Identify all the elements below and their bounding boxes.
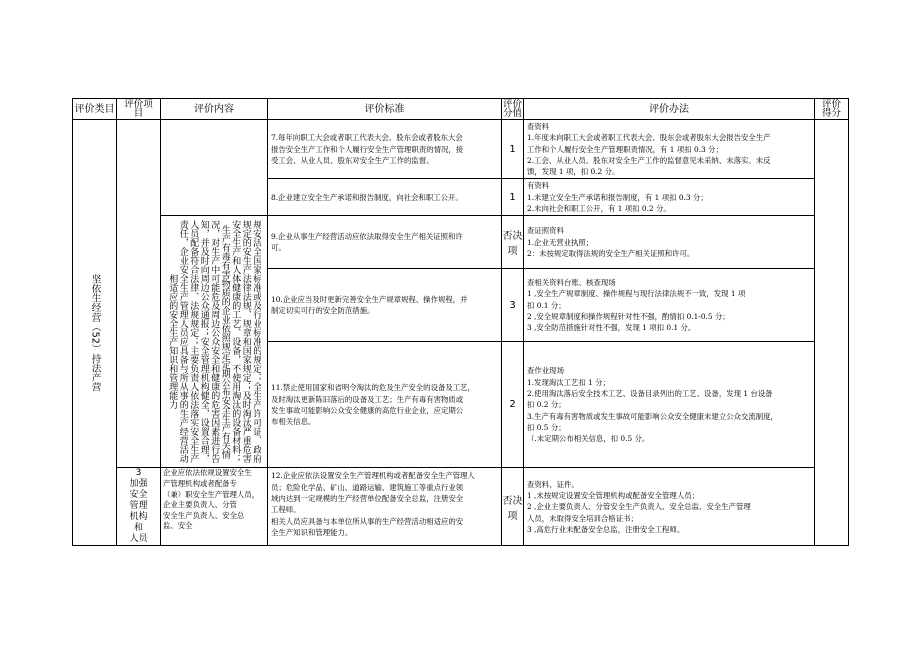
method-line: 1.年度未向职工大会或者职工代表大会、股东会或者股东大会报告安全生产 bbox=[527, 133, 771, 143]
score-cell: 否决项 bbox=[502, 216, 524, 269]
header-score: 评价分值 bbox=[502, 98, 522, 119]
evaluation-table bbox=[72, 98, 849, 546]
method-line: 3 ,高危行业未配备安全总监，注册安全工程师。 bbox=[527, 524, 685, 534]
method-cell bbox=[524, 269, 815, 342]
standard-line: 报告安全生产工作和个人履行安全生产管理职责的情况，接 bbox=[271, 144, 464, 154]
standard-line: 8.企业建立安全生产承诺和报告制度，向社会和职工公开。 bbox=[271, 192, 463, 202]
method-line: 工作和个人履行安全生产管理职责情况，有 1 项扣 0.3 分； bbox=[527, 144, 723, 154]
category-cell bbox=[73, 120, 117, 546]
method-cell bbox=[524, 216, 815, 269]
method-line: 人员，未取得安全培训合格证书； bbox=[527, 513, 638, 523]
standard-cell bbox=[268, 468, 502, 546]
method-line: 扣 0.5 分； bbox=[527, 422, 566, 432]
method-line: 馈，发现 1 项，扣 0.2 分。 bbox=[527, 167, 620, 177]
method-cell bbox=[524, 342, 815, 468]
header-category: 评价类目 bbox=[73, 99, 117, 120]
standard-cell bbox=[268, 179, 502, 216]
method-line: 1.企业无营业执照； bbox=[527, 237, 594, 247]
table-row bbox=[73, 120, 849, 179]
score-cell: 否决项 bbox=[502, 468, 524, 546]
standard-line: 12.企业应依法设置安全生产管理机构或者配备安全生产管理人 bbox=[271, 471, 475, 481]
standard-line: 域内达到一定规模的生产经营单位配备安全总监，注册安全 bbox=[271, 493, 464, 503]
method-line: 1 ,未按规定设置安全管理机构或配备安全管理人员； bbox=[527, 490, 699, 500]
standard-line: 及时淘汰更新陈旧落后的设备及工艺；生产有毒有害物质或 bbox=[271, 394, 464, 404]
header-content: 评价内容 bbox=[161, 99, 268, 120]
standard-line: 员；危险化学品、矿山、道路运输、建筑施工等重点行业领 bbox=[271, 482, 464, 492]
standard-cell bbox=[268, 216, 502, 269]
method-line: 2：未按规定取得法规的安全生产相关证照和许可。 bbox=[527, 249, 695, 259]
standard-line: 受工会、从业人员、股东对安全生产工作的监督。 bbox=[271, 155, 434, 165]
content-vertical-text: 规安活全国家标准或及行业标准的规定；全生产许可证、政府规定的安生产法律法规、规章和国家规定；及时淘汰严重危害安全生产和人体健康的工艺、设备，不使用淘汰的设备材料；生产有毒有害物质的企业依照规定定期公布安全生产有关情况，对生产中可能危及周边公众安全和健康的危害因素进行告知，并及时向周边公众通报；安全管理机构健全，设置合理，人员配备符合法律、法规规定；主要负责人依法落实安全生产责任，企业安全生产管理人员应具备与所从事的生产经营活动相适应的安全生产知识和管理能力 bbox=[167, 220, 262, 464]
standard-cell bbox=[268, 269, 502, 342]
item-line: 人员 bbox=[129, 534, 148, 545]
header-item: 评价项目 bbox=[117, 99, 161, 120]
header-standard: 评价标准 bbox=[268, 99, 502, 120]
item-line: 和 bbox=[133, 523, 143, 534]
method-line: 查资料、证件。 bbox=[527, 479, 579, 489]
item-line: 管理 bbox=[129, 501, 148, 512]
result-cell bbox=[815, 120, 849, 546]
method-line: 查资料 bbox=[527, 122, 550, 131]
method-line: 2 ,安全规章制度和操作规程针对性不强，酌情扣 0.1-0.5 分； bbox=[527, 312, 730, 322]
header-method: 评价办法 bbox=[524, 99, 815, 120]
content-line: 企业应依法依规设置安全生 bbox=[163, 468, 252, 478]
score-cell: 3 bbox=[502, 269, 524, 342]
standard-line: 相关人员应具备与本单位所从事的生产经营活动相适应的安 bbox=[271, 516, 464, 526]
category-label: 坚依生经营（52）持法产营 bbox=[89, 273, 101, 392]
method-line: 查证照资料 bbox=[527, 226, 564, 236]
standard-line: 布相关信息。 bbox=[271, 417, 316, 427]
header-result: 评价得分 bbox=[815, 99, 849, 120]
content-cell bbox=[161, 216, 268, 468]
header-row bbox=[73, 99, 849, 120]
table-row bbox=[73, 216, 849, 269]
content-line: 监、安全 bbox=[163, 521, 193, 531]
standard-line: 11.禁止使用国家和省明令淘汰的危及生产安全的设备及工艺， bbox=[271, 383, 475, 393]
item-cell bbox=[117, 120, 161, 468]
item-line: 加强 bbox=[129, 479, 148, 490]
content-line: 企业主要负责人、分管 bbox=[163, 500, 237, 510]
method-line: 扣 0.2 分； bbox=[527, 400, 566, 410]
content-line: 产管理机构或者配备专 bbox=[163, 478, 237, 488]
method-line: 2.使用淘汰落后安全技术工艺、设备目录列出的工艺、设备，发现 1 台设备 bbox=[527, 388, 773, 398]
content-cell-2 bbox=[161, 468, 268, 546]
score-cell: 2 bbox=[502, 342, 524, 468]
item-line: 安全 bbox=[129, 490, 148, 501]
item-line: 3 bbox=[135, 468, 142, 479]
standard-line: 可。 bbox=[271, 243, 286, 253]
item-line: 机构 bbox=[129, 512, 148, 523]
score-cell: 1 bbox=[502, 179, 524, 216]
method-line: 3.生产有毒有害物质或发生事故可能影响公众安全健康未建立公众交流制度， bbox=[527, 411, 778, 421]
method-line: 2 ,企业主要负责人、分管安全生产负责人、安全总监、安全生产管理 bbox=[527, 502, 751, 512]
standard-cell bbox=[268, 342, 502, 468]
method-line: 查相关资料台账、核查现场 bbox=[527, 278, 616, 288]
method-line: 查作业现场 bbox=[527, 366, 564, 376]
standard-line: 10.企业应当及时更新完善安全生产规章规程、操作规程，并 bbox=[271, 295, 468, 305]
method-cell bbox=[524, 179, 815, 216]
method-line: 2.工会、从业人员、股东对安全生产工作的监督意见未采纳、未落实、未反 bbox=[527, 155, 771, 165]
standard-cell bbox=[268, 120, 502, 179]
standard-line: 发生事故可能影响公众安全健康的高危行业企业，应定期公 bbox=[271, 405, 464, 415]
method-line: 1.未建立安全生产承诺和报告制度，有 1 项扣 0.3 分； bbox=[527, 192, 708, 202]
method-line: 2.未向社会和职工公开，有 1 项扣 0.2 分。 bbox=[527, 204, 671, 214]
standard-line: 9.企业从事生产经营活动应依法取得安全生产相关证照和许 bbox=[271, 232, 463, 242]
standard-line: 全生产知识和管理能力。 bbox=[271, 527, 353, 537]
content-line: 安全生产负责人、安全总 bbox=[163, 510, 245, 520]
method-line: 3 ,安全防范措施针对性不强，发现 1 项扣 0.1 分。 bbox=[527, 323, 696, 333]
standard-line: 7.每年向职工大会或者职工代表大会、股东会或者股东大会 bbox=[271, 133, 463, 143]
method-line: 扣 0.1 分； bbox=[527, 300, 566, 310]
method-line: 有资料 bbox=[527, 181, 550, 191]
content-line: （兼）职安全生产管理人员， bbox=[163, 489, 260, 499]
table-row bbox=[73, 468, 849, 546]
method-cell bbox=[524, 468, 815, 546]
standard-line: 制定切实可行的安全防范措施。 bbox=[271, 306, 375, 316]
method-line: 1 ,安全生产规章制度、操作规程与现行法律法规不一致，发现 1 项 bbox=[527, 289, 746, 299]
method-line: （.未定期公布相关信息，扣 0.5 分。 bbox=[527, 434, 650, 444]
method-line: 1.发现淘汰工艺扣 1 分； bbox=[527, 377, 610, 387]
content-cell-empty bbox=[161, 120, 268, 216]
standard-line: 工程师。 bbox=[271, 505, 301, 515]
method-cell bbox=[524, 120, 815, 179]
score-cell: 1 bbox=[502, 120, 524, 179]
item-cell-3 bbox=[117, 468, 161, 546]
